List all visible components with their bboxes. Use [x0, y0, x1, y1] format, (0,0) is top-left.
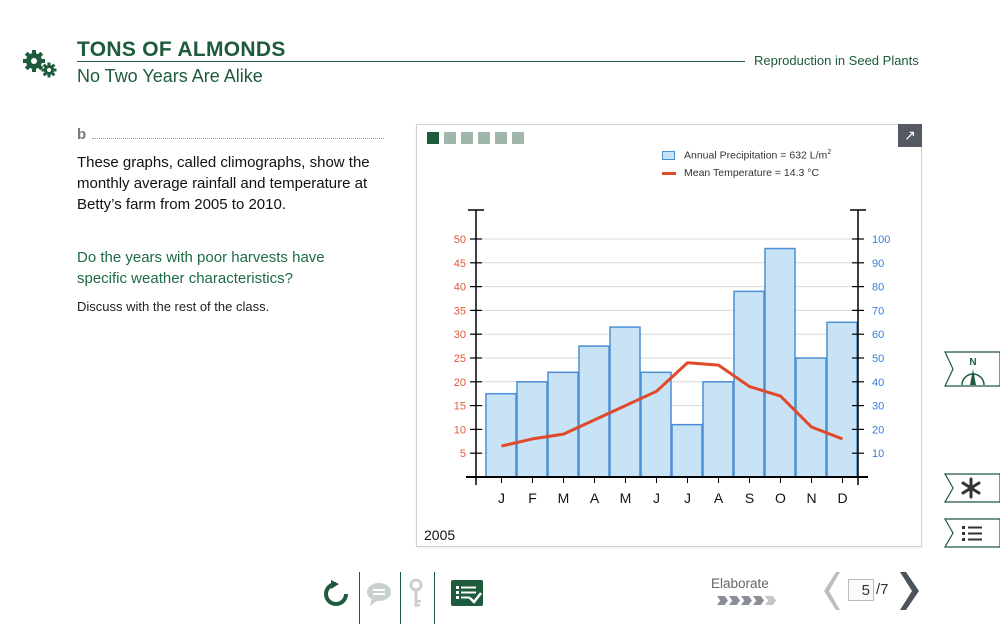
list-icon [962, 526, 982, 541]
climograph-chart [416, 124, 922, 544]
left-tick-label: 25 [453, 353, 466, 365]
x-tick-label: A [713, 490, 724, 506]
next-page-button[interactable] [898, 570, 922, 612]
page-indicator [846, 578, 896, 604]
stage-progress-step [753, 596, 764, 605]
left-tick-label: 5 [459, 448, 466, 461]
right-tick-label: 40 [872, 376, 885, 389]
toolbar-divider [359, 572, 360, 624]
current-page-input[interactable]: 5 [848, 579, 874, 601]
left-tick-label: 20 [453, 376, 466, 389]
glossary-tab[interactable] [944, 473, 1000, 503]
stage-progress-step [765, 596, 776, 605]
precip-bar [579, 346, 609, 477]
right-tick-label: 70 [872, 305, 885, 318]
total-pages: /7 [876, 581, 889, 598]
step-letter: b [77, 126, 87, 143]
right-tick-label: 10 [872, 448, 885, 461]
right-tick-label: 20 [872, 424, 885, 437]
left-tick-label: 40 [453, 281, 466, 294]
page-title: TONS OF ALMONDS [77, 38, 286, 61]
left-tick-label: 10 [453, 424, 466, 437]
right-tick-label: 50 [872, 353, 885, 365]
x-tick-label: J [498, 490, 505, 506]
left-tick-label: 50 [453, 234, 466, 246]
question-text: Do the years with poor harvests have specific weather characteristics? [77, 249, 325, 287]
x-tick-label: D [837, 490, 848, 506]
left-tick-label: 15 [453, 400, 466, 413]
checklist-icon[interactable] [451, 580, 485, 608]
right-tick-label: 30 [872, 400, 885, 413]
stage-progress-step [729, 596, 740, 605]
precip-bar [734, 291, 764, 477]
year-label: 2005 [424, 527, 456, 543]
section-label: Reproduction in Seed Plants [754, 53, 919, 68]
stage-progress-step [741, 596, 752, 605]
x-tick-label: M [619, 490, 632, 506]
key-icon [406, 578, 426, 610]
step-divider [92, 134, 384, 139]
legend-precip-label: Annual Precipitation = 632 $L/m^2$ [684, 149, 832, 162]
x-tick-label: A [589, 490, 600, 506]
legend-temp-label: Mean Temperature = 14.3 °C [684, 167, 820, 179]
precip-bar [548, 372, 578, 477]
x-tick-label: M [557, 490, 570, 506]
restart-icon[interactable] [322, 578, 350, 608]
expand-icon[interactable]: ↗ [898, 124, 922, 147]
left-tick-label: 30 [453, 329, 466, 342]
left-tick-label: 35 [453, 305, 466, 318]
precip-bar [703, 382, 733, 477]
precip-bar [517, 382, 547, 477]
comment-icon [364, 580, 394, 608]
toolbar-divider [434, 572, 435, 624]
stage-progress [717, 596, 776, 605]
page-subtitle: No Two Years Are Alike [77, 66, 263, 86]
precip-bar [765, 249, 795, 477]
x-tick-label: J [653, 490, 660, 506]
right-tick-label: 100 [872, 234, 891, 246]
x-tick-label: O [775, 490, 786, 506]
precip-bar [486, 394, 516, 477]
x-tick-label: J [684, 490, 691, 506]
stage-label: Elaborate [711, 576, 769, 591]
x-tick-label: N [806, 490, 817, 506]
prev-page-button[interactable] [818, 570, 842, 612]
x-tick-label: F [528, 490, 537, 506]
right-tick-label: 60 [872, 329, 885, 342]
right-tick-label: 80 [872, 281, 885, 294]
compass-letter: N [969, 357, 977, 368]
precip-bar [672, 425, 702, 477]
right-tick-label: 90 [872, 257, 885, 270]
toolbar-divider [400, 572, 401, 624]
left-tick-label: 45 [453, 257, 466, 270]
precip-bar [641, 372, 671, 477]
description-paragraph: These graphs, called climographs, show the monthly average rainfall and temperature at Betty’s farm from 2005 to 2010. [77, 154, 370, 213]
menu-tab[interactable] [944, 518, 1000, 548]
x-tick-label: S [744, 490, 755, 506]
header-divider [77, 61, 745, 62]
stage-progress-step [717, 596, 728, 605]
gears-icon [22, 48, 58, 78]
compass-tab[interactable] [944, 351, 1000, 387]
instruction-text: Discuss with the rest of the class. [77, 299, 270, 314]
